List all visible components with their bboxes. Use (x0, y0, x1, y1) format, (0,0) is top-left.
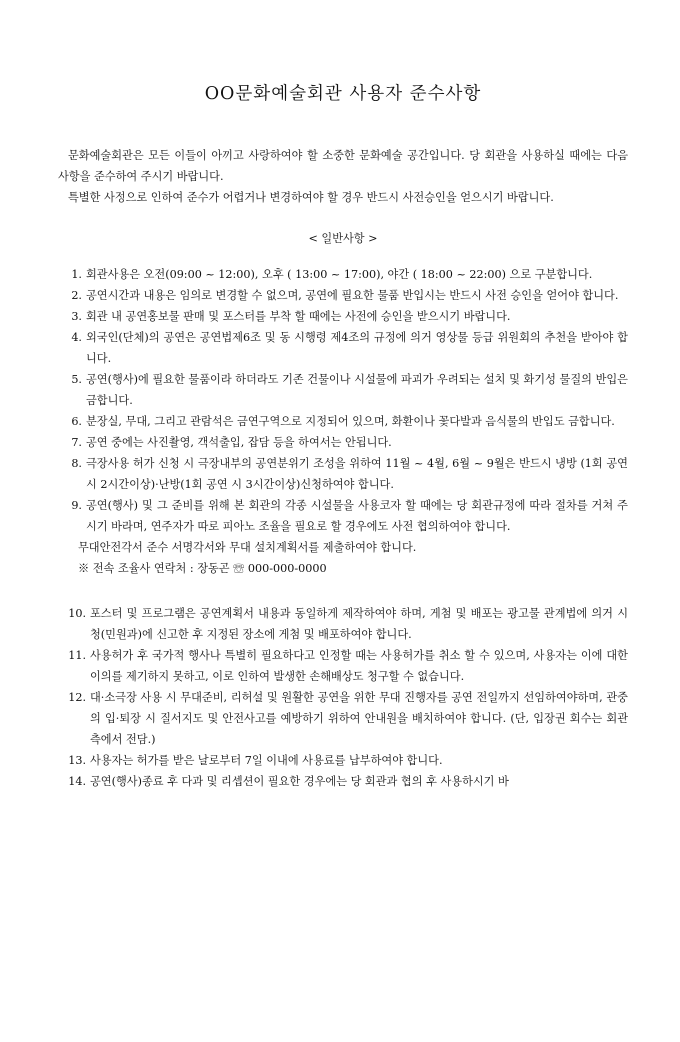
item-number: 2. (71, 289, 82, 302)
item-text: 사용자는 허가를 받은 날로부터 7일 이내에 사용료를 납부하여야 합니다. (90, 754, 443, 767)
list-item (58, 432, 628, 453)
list-item (58, 306, 628, 327)
list-item (58, 411, 628, 432)
item-text: 회관 내 공연홍보물 판매 및 포스터를 부착 할 때에는 사전에 승인을 받으시기 바랍니다. (86, 310, 511, 323)
item-number: 6. (71, 415, 82, 428)
item-text: 공연(행사) 및 그 준비를 위해 본 회관의 각종 시설물을 사용코자 할 때에는 당 회관규정에 따라 절차를 거쳐 주시기 바라며, 연주자가 따로 피아노 조율을 필요로 할 경우에도 사전 협의하여야 합니다. (86, 499, 628, 533)
intro-paragraph: 문화예술회관은 모든 이들이 아끼고 사랑하여야 할 소중한 문화예술 공간입니다. 당 회관을 사용하실 때에는 다음 사항을 준수하여 주시기 바랍니다. (58, 149, 628, 183)
section-heading: < 일반사항 > (308, 232, 378, 245)
list-item (58, 603, 628, 645)
item-number: 8. (71, 457, 82, 470)
list-item (58, 369, 628, 411)
item-text: 대·소극장 사용 시 무대준비, 리허설 및 원활한 공연을 위한 무대 진행자를 공연 전일까지 선임하여야하며, 관중의 입·퇴장 시 질서지도 및 안전사고를 예방하기 위하여 안내원을 배치하여야 합니다. (단, 입장권 회수는 회관 측에서 전담.) (90, 691, 628, 746)
list-item (58, 771, 628, 792)
list-item (58, 327, 628, 369)
item-number: 5. (71, 373, 82, 386)
item-number: 14. (68, 775, 86, 788)
item-text: 회관사용은 오전(09:00 ~ 12:00), 오후 ( 13:00 ~ 17:00), 야간 ( 18:00 ~ 22:00) 으로 구분합니다. (86, 268, 593, 281)
item-number: 7. (71, 436, 82, 449)
item-text: 사용허가 후 국가적 행사나 특별히 필요하다고 인정할 때는 사용허가를 취소 할 수 있으며, 사용자는 이에 대한 이의를 제기하지 못하고, 이로 인하여 발생한 손해배상도 청구할 수 없습니다. (90, 649, 628, 683)
item-text: 공연시간과 내용은 임의로 변경할 수 없으며, 공연에 필요한 물품 반입시는 반드시 사전 승인을 얻어야 합니다. (86, 289, 619, 302)
item-text: 외국인(단체)의 공연은 공연법제6조 및 동 시행령 제4조의 규정에 의거 영상물 등급 위원회의 추천을 받아야 합니다. (86, 331, 628, 365)
list-item (58, 285, 628, 306)
item-text: 극장사용 허가 신청 시 극장내부의 공연분위기 조성을 위하여 11월 ~ 4월, 6월 ~ 9월은 반드시 냉방 (1회 공연 시 2시간이상)·난방(1회 공연 시 3시간이상)신청하여야 합니다. (86, 457, 628, 491)
item-text: 공연(행사)종료 후 다과 및 리셉션이 필요한 경우에는 당 회관과 협의 후 사용하시기 바 (90, 775, 509, 788)
document-page (0, 80, 680, 1042)
list-item (58, 645, 628, 687)
tuner-contact-note: ※ 전속 조율사 연락처 : 장동곤 ☏ 000-000-0000 (78, 562, 327, 575)
item-number: 1. (71, 268, 82, 281)
item-text: 공연 중에는 사진촬영, 객석출입, 잡담 등을 하여서는 안됩니다. (86, 436, 392, 449)
item-text: 분장실, 무대, 그리고 관람석은 금연구역으로 지정되어 있으며, 화환이나 꽃다발과 음식물의 반입도 금합니다. (86, 415, 615, 428)
intro-paragraph: 특별한 사정으로 인하여 준수가 어렵거나 변경하여야 할 경우 반드시 사전승인을 얻으시기 바랍니다. (68, 191, 554, 204)
list-item (58, 453, 628, 495)
spacer (58, 579, 628, 603)
item-number: 9. (71, 499, 82, 512)
item-number: 4. (71, 331, 82, 344)
item-number: 10. (68, 607, 86, 620)
safety-note: 무대안전각서 준수 서명각서와 무대 설치계획서를 제출하여야 합니다. (78, 541, 417, 554)
list-item (58, 750, 628, 771)
item-text: 포스터 및 프로그램은 공연계획서 내용과 동일하게 제작하여야 하며, 게첨 및 배포는 광고물 관계법에 의거 시청(민원과)에 신고한 후 지정된 장소에 게첨 및 배포하여야 합니다. (90, 607, 628, 641)
intro-section (58, 145, 628, 208)
item-number: 12. (68, 691, 86, 704)
list-item (58, 687, 628, 750)
list-item (58, 495, 628, 537)
list-item (58, 264, 628, 285)
item-text: 공연(행사)에 필요한 물품이라 하더라도 기존 건물이나 시설물에 파괴가 우려되는 설치 및 화기성 물질의 반입은 금합니다. (86, 373, 628, 407)
item-number: 3. (71, 310, 82, 323)
rules-list-part2 (58, 603, 628, 792)
document-title: OO문화예술회관 사용자 준수사항 (204, 84, 482, 104)
item-number: 13. (68, 754, 86, 767)
rules-list-part1 (58, 264, 628, 537)
item-number: 11. (68, 649, 86, 662)
